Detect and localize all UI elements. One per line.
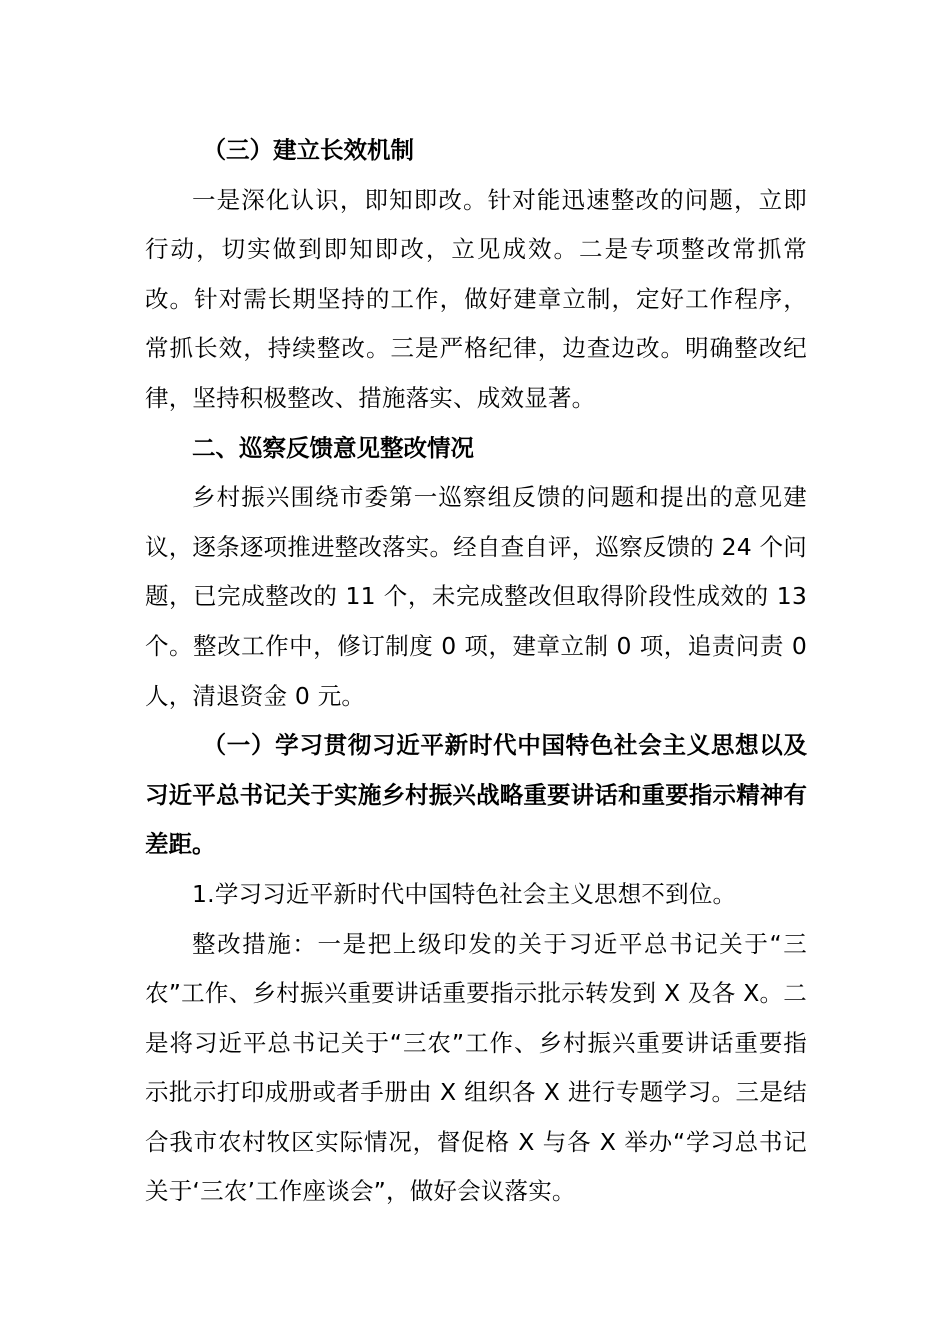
paragraph-inspection-feedback-summary: 乡村振兴围绕市委第一巡察组反馈的问题和提出的意见建议，逐条逐项推进整改落实。经自查自评，巡察反馈的 24 个问题，已完成整改的 11 个，未完成整改但取得阶段性成效的 13 个。整改工作中，修订制度 0 项，建章立制 0 项，追责问责 0 人，清退资金 0 元。 [145, 483, 807, 710]
paragraph-long-term-mechanism: 一是深化认识，即知即改。针对能迅速整改的问题，立即行动，切实做到即知即改，立见成效。二是专项整改常抓常改。针对需长期坚持的工作，做好建章立制，定好工作程序，常抓长效，持续整改。三是严格纪律，边查边改。明确整改纪律，坚持积极整改、措施落实、成效显著。 [145, 185, 807, 412]
paragraph-rectification-measures: 整改措施：一是把上级印发的关于习近平总书记关于“三农”工作、乡村振兴重要讲话重要指示批示转发到 X 及各 X。二是将习近平总书记关于“三农”工作、乡村振兴重要讲话重要指示批示打印成册或者手册由 X 组织各 X 进行专题学习。三是结合我市农村牧区实际情况，督促格 X 与各 X 举办“学习总书记关于‘三农’工作座谈会”，做好会议落实。 [145, 929, 807, 1206]
subsection-heading-study-gap: （一）学习贯彻习近平新时代中国特色社会主义思想以及习近平总书记关于实施乡村振兴战略重要讲话和重要指示精神有差距。 [145, 731, 807, 859]
document-body [145, 126, 807, 1217]
section-heading-long-term-mechanism: （三）建立长效机制 [202, 136, 415, 164]
item-title-study-insufficient: 1.学习习近平新时代中国特色社会主义思想不到位。 [192, 879, 737, 908]
section-heading-inspection-feedback: 二、巡察反馈意见整改情况 [192, 433, 474, 462]
